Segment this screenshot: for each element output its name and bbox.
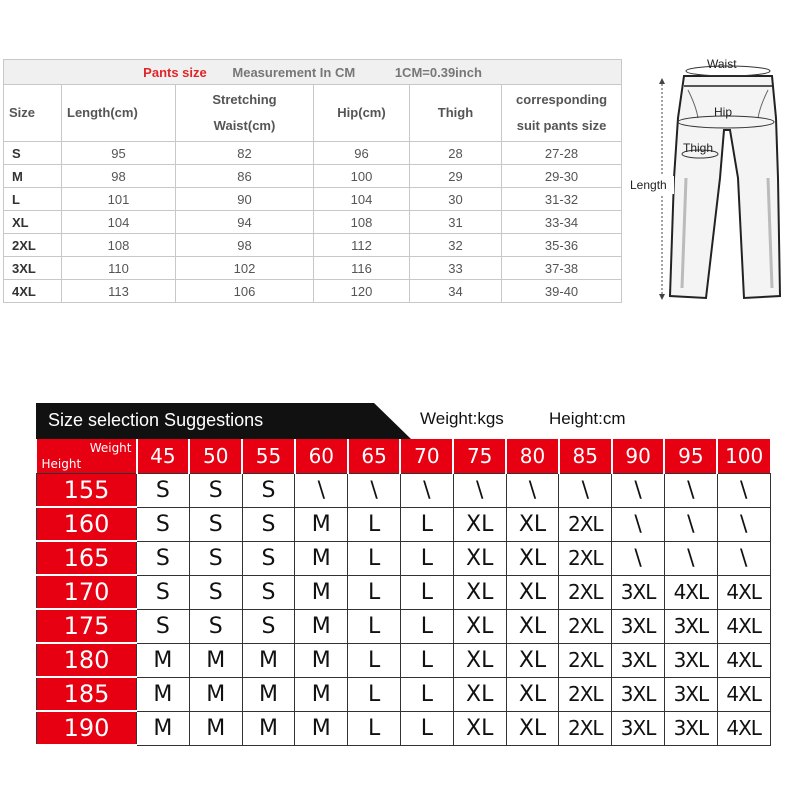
- table-cell: 106: [176, 280, 314, 303]
- weight-header: 60: [295, 439, 348, 474]
- size-suggestion-cell: XL: [506, 575, 559, 609]
- size-cell: 2XL: [4, 234, 62, 257]
- size-suggestion-cell: M: [189, 677, 242, 711]
- size-suggestion-cell: \: [717, 507, 770, 541]
- size-suggestion-cell: 4XL: [717, 711, 770, 745]
- size-suggestion-cell: 2XL: [559, 541, 612, 575]
- size-suggestion-cell: 3XL: [612, 711, 665, 745]
- size-suggestion-cell: M: [295, 541, 348, 575]
- size-suggestion-cell: M: [295, 575, 348, 609]
- size-cell: 4XL: [4, 280, 62, 303]
- table-cell: 95: [62, 142, 176, 165]
- weight-unit-label: Weight:kgs: [420, 409, 504, 428]
- size-suggestion-cell: XL: [453, 643, 506, 677]
- table-cell: 108: [62, 234, 176, 257]
- size-suggestion-cell: S: [242, 507, 295, 541]
- table-cell: 98: [62, 165, 176, 188]
- size-suggestion-cell: L: [400, 541, 453, 575]
- table-cell: 31-32: [502, 188, 622, 211]
- height-cell: 180: [37, 643, 137, 677]
- size-suggestion-cell: \: [717, 474, 770, 508]
- size-suggestion-cell: XL: [453, 507, 506, 541]
- weight-header: 50: [189, 439, 242, 474]
- size-suggestion-cell: 3XL: [664, 711, 717, 745]
- table-cell: 86: [176, 165, 314, 188]
- size-suggestion-cell: XL: [506, 711, 559, 745]
- table-cell: 94: [176, 211, 314, 234]
- column-header-line2: Waist(cm): [213, 118, 276, 133]
- size-suggestion-cell: S: [189, 474, 242, 508]
- size-suggestion-cell: S: [189, 609, 242, 643]
- table-cell: 33: [410, 257, 502, 280]
- table-cell: 96: [314, 142, 410, 165]
- size-suggestion-cell: M: [295, 677, 348, 711]
- size-cell: XL: [4, 211, 62, 234]
- size-suggestion-cell: \: [559, 474, 612, 508]
- column-header-line2: suit pants size: [516, 118, 607, 133]
- size-suggestion-cell: 2XL: [559, 711, 612, 745]
- table-cell: 120: [314, 280, 410, 303]
- size-suggestion-cell: 3XL: [612, 643, 665, 677]
- size-cell: S: [4, 142, 62, 165]
- table-cell: 100: [314, 165, 410, 188]
- size-suggestion-cell: L: [348, 711, 401, 745]
- size-suggestion-cell: \: [295, 474, 348, 508]
- size-suggestion-cell: S: [137, 609, 190, 643]
- size-suggestion-cell: S: [242, 541, 295, 575]
- table-row: [4, 257, 622, 280]
- table-cell: 32: [410, 234, 502, 257]
- size-suggestion-cell: XL: [506, 677, 559, 711]
- grid-row: [37, 711, 771, 745]
- height-cell: 190: [37, 711, 137, 745]
- pants-measurement-diagram: [628, 58, 796, 310]
- table-cell: 108: [314, 211, 410, 234]
- size-suggestion-cell: M: [242, 677, 295, 711]
- size-suggestion-cell: XL: [453, 541, 506, 575]
- size-suggestion-cell: S: [242, 575, 295, 609]
- table-cell: 37-38: [502, 257, 622, 280]
- weight-header-row: [37, 439, 771, 474]
- table-cell: 98: [176, 234, 314, 257]
- weight-header: 55: [242, 439, 295, 474]
- size-suggestion-cell: S: [137, 474, 190, 508]
- size-suggestion-cell: 2XL: [559, 643, 612, 677]
- size-suggestion-cell: M: [295, 643, 348, 677]
- size-suggestion-cell: 2XL: [559, 507, 612, 541]
- size-suggestion-cell: M: [242, 643, 295, 677]
- pants-size-table: [3, 59, 622, 303]
- size-suggestion-cell: L: [348, 643, 401, 677]
- column-header-line1: corresponding: [516, 92, 608, 107]
- size-suggestion-cell: \: [612, 474, 665, 508]
- size-suggestion-cell: XL: [453, 711, 506, 745]
- size-suggestion-cell: XL: [506, 541, 559, 575]
- size-suggestion-cell: M: [295, 609, 348, 643]
- table-banner: [4, 60, 622, 85]
- table-cell: 104: [62, 211, 176, 234]
- size-suggestion-cell: S: [189, 507, 242, 541]
- size-suggestion-cell: 3XL: [664, 677, 717, 711]
- height-cell: 155: [37, 474, 137, 508]
- table-row: [4, 165, 622, 188]
- pants-size-title: Pants size: [143, 64, 207, 80]
- size-cell: M: [4, 165, 62, 188]
- table-cell: 101: [62, 188, 176, 211]
- size-suggestion-cell: XL: [453, 575, 506, 609]
- table-cell: 39-40: [502, 280, 622, 303]
- column-header-line1: Stretching: [212, 92, 277, 107]
- column-header: [410, 85, 502, 142]
- hip-label: Hip: [714, 105, 733, 119]
- size-suggestion-cell: L: [400, 507, 453, 541]
- size-suggestion-cell: L: [400, 609, 453, 643]
- weight-header: 95: [664, 439, 717, 474]
- size-suggestion-cell: L: [348, 541, 401, 575]
- size-suggestion-cell: 3XL: [612, 677, 665, 711]
- grid-corner-cell: [37, 439, 137, 474]
- table-cell: 110: [62, 257, 176, 280]
- size-suggestion-cell: M: [137, 711, 190, 745]
- size-suggestion-cell: \: [453, 474, 506, 508]
- height-unit-label: Height:cm: [549, 409, 626, 428]
- size-suggestion-cell: XL: [506, 609, 559, 643]
- size-suggestion-cell: \: [612, 541, 665, 575]
- size-suggestion-cell: \: [506, 474, 559, 508]
- height-cell: 175: [37, 609, 137, 643]
- size-suggestion-cell: 3XL: [664, 643, 717, 677]
- size-suggestion-cell: \: [348, 474, 401, 508]
- column-header: [4, 85, 62, 142]
- grid-row: [37, 609, 771, 643]
- size-suggestion-cell: 3XL: [612, 609, 665, 643]
- size-suggestion-cell: XL: [506, 643, 559, 677]
- size-suggestion-cell: M: [137, 643, 190, 677]
- size-suggestion-cell: 4XL: [717, 643, 770, 677]
- table-cell: 27-28: [502, 142, 622, 165]
- weight-header: 80: [506, 439, 559, 474]
- height-cell: 170: [37, 575, 137, 609]
- size-suggestion-cell: \: [717, 541, 770, 575]
- pants-illustration: [628, 58, 796, 310]
- corner-weight-label: Weight: [89, 441, 132, 455]
- size-suggestion-cell: 4XL: [717, 609, 770, 643]
- table-cell: 104: [314, 188, 410, 211]
- table-cell: 30: [410, 188, 502, 211]
- size-suggestion-cell: M: [295, 711, 348, 745]
- grid-row: [37, 575, 771, 609]
- waist-label: Waist: [707, 58, 737, 71]
- table-cell: 90: [176, 188, 314, 211]
- table-row: [4, 280, 622, 303]
- table-cell: 28: [410, 142, 502, 165]
- table-row: [4, 234, 622, 257]
- size-suggestion-cell: M: [242, 711, 295, 745]
- size-suggestion-cell: M: [189, 643, 242, 677]
- table-cell: 82: [176, 142, 314, 165]
- size-suggestion-cell: L: [400, 711, 453, 745]
- size-suggestion-cell: 3XL: [612, 575, 665, 609]
- size-suggestion-cell: S: [137, 507, 190, 541]
- size-suggestion-cell: S: [242, 609, 295, 643]
- weight-header: 90: [612, 439, 665, 474]
- table-header-row: [4, 85, 622, 142]
- table-cell: 112: [314, 234, 410, 257]
- size-suggestion-cell: XL: [506, 507, 559, 541]
- column-header: [176, 85, 314, 142]
- grid-row: [37, 474, 771, 508]
- size-suggestion-cell: 3XL: [664, 609, 717, 643]
- weight-header: 75: [453, 439, 506, 474]
- size-suggestion-cell: 2XL: [559, 677, 612, 711]
- size-cell: 3XL: [4, 257, 62, 280]
- column-header-line1: Length(cm): [67, 105, 138, 120]
- table-cell: 33-34: [502, 211, 622, 234]
- size-suggestion-cell: L: [348, 575, 401, 609]
- size-suggestion-cell: M: [137, 677, 190, 711]
- height-cell: 185: [37, 677, 137, 711]
- weight-header: 45: [137, 439, 190, 474]
- table-cell: 31: [410, 211, 502, 234]
- grid-row: [37, 507, 771, 541]
- length-arrow-top: [659, 78, 665, 84]
- size-suggestion-cell: S: [137, 541, 190, 575]
- size-suggestion-cell: S: [189, 541, 242, 575]
- size-suggestion-cell: L: [348, 609, 401, 643]
- size-suggestion-cell: XL: [453, 609, 506, 643]
- size-suggestion-cell: \: [664, 507, 717, 541]
- size-suggestion-cell: S: [137, 575, 190, 609]
- table-cell: 29: [410, 165, 502, 188]
- weight-header: 85: [559, 439, 612, 474]
- column-header: [314, 85, 410, 142]
- table-cell: 34: [410, 280, 502, 303]
- column-header: [502, 85, 622, 142]
- table-row: [4, 142, 622, 165]
- size-suggestion-grid: [36, 439, 771, 746]
- size-suggestion-cell: 2XL: [559, 575, 612, 609]
- measurement-unit: Measurement In CM: [232, 64, 356, 80]
- length-arrow-bottom: [659, 294, 665, 300]
- size-suggestion-cell: 4XL: [717, 677, 770, 711]
- size-suggestion-cell: 2XL: [559, 609, 612, 643]
- column-header: [62, 85, 176, 142]
- size-suggestion-cell: M: [189, 711, 242, 745]
- corner-height-label: Height: [41, 457, 82, 471]
- size-suggestion-cell: S: [189, 575, 242, 609]
- size-cell: L: [4, 188, 62, 211]
- column-header-line1: Hip(cm): [337, 105, 386, 120]
- grid-row: [37, 541, 771, 575]
- table-row: [4, 211, 622, 234]
- weight-header: 65: [348, 439, 401, 474]
- unit-conversion: 1CM=0.39inch: [394, 64, 482, 80]
- size-suggestion-cell: L: [348, 677, 401, 711]
- size-suggestion-cell: \: [664, 474, 717, 508]
- grid-row: [37, 643, 771, 677]
- table-cell: 102: [176, 257, 314, 280]
- size-suggestion-cell: \: [664, 541, 717, 575]
- size-suggestion-cell: M: [295, 507, 348, 541]
- length-label: Length: [630, 178, 667, 192]
- size-suggestion-cell: \: [400, 474, 453, 508]
- weight-header: 70: [400, 439, 453, 474]
- grid-row: [37, 677, 771, 711]
- size-suggestion-cell: L: [400, 575, 453, 609]
- table-cell: 113: [62, 280, 176, 303]
- size-suggestion-banner: [36, 403, 411, 439]
- table-cell: 35-36: [502, 234, 622, 257]
- size-suggestion-cell: L: [348, 507, 401, 541]
- weight-header: 100: [717, 439, 770, 474]
- size-suggestion-cell: L: [400, 677, 453, 711]
- column-header-line1: Size: [9, 105, 36, 120]
- table-cell: 116: [314, 257, 410, 280]
- table-cell: 29-30: [502, 165, 622, 188]
- size-suggestion-title: Size selection Suggestions: [48, 410, 264, 430]
- table-row: [4, 188, 622, 211]
- height-cell: 165: [37, 541, 137, 575]
- size-suggestion-cell: 4XL: [664, 575, 717, 609]
- size-suggestion-cell: \: [612, 507, 665, 541]
- column-header-line1: Thigh: [437, 105, 474, 120]
- size-suggestion-cell: L: [400, 643, 453, 677]
- height-cell: 160: [37, 507, 137, 541]
- size-suggestion-cell: XL: [453, 677, 506, 711]
- size-suggestion-cell: S: [242, 474, 295, 508]
- thigh-label: Thigh: [683, 141, 714, 155]
- size-suggestion-cell: 4XL: [717, 575, 770, 609]
